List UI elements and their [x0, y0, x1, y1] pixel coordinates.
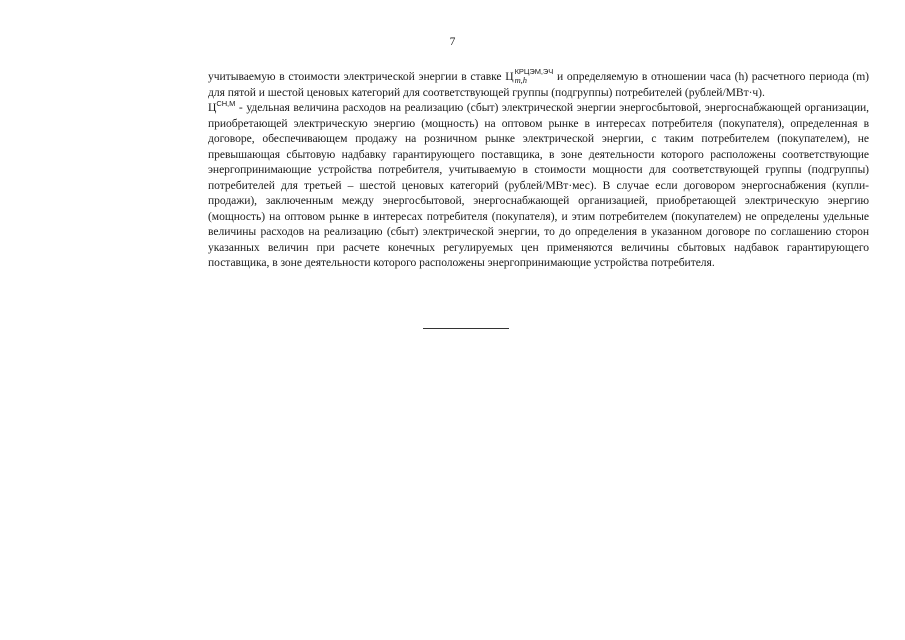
document-body	[208, 68, 869, 271]
page-number: 7	[449, 36, 456, 48]
paragraph-1-text-after: и определяемую в отношении часа (h) расчетного периода (m) для пятой и шестой ценовых категорий для соответствующей группы (подгруппы) потребителей (рублей/МВт·ч).	[208, 70, 869, 99]
paragraph-1-text-before: учитываемую в стоимости электрической энергии в ставке	[208, 70, 506, 83]
paragraph-2-text: - удельная величина расходов на реализацию (сбыт) электрической энергии энергосбытовой, энергоснабжающей организации, приобретающей электрическую энергию (мощность) на оптовом рынке в интересах потребителя (покупателя), определенная в договоре, обеспечивающем продажу на розничном рынке электрической энергии, с таким потребителем (покупателем), не превышающая сбытовую надбавку гарантирующего поставщика, в зоне деятельности которого расположены соответствующие энергопринимающие устройства потребителя, учитываемую в стоимости мощности для соответствующей группы (подгруппы) потребителей для третьей – шестой ценовых категорий (рублей/МВт·мес). В случае если договором энергоснабжения (купли-продажи), заключенным между энергосбытовой, энергоснабжающей организацией, приобретающей электрическую энергию (мощность) на оптовом рынке в интересах потребителя (покупателя), и этим потребителем (покупателем) не определены удельные величины расходов на реализацию (сбыт) электрической энергии, то до определения в указанном договоре по соглашению сторон указанных величин при расчете конечных регулируемых цен применяются величины сбытовых надбавок гарантирующего поставщика, в зоне деятельности которого расположены энергопринимающие устройства потребителя.	[208, 101, 869, 269]
formula-base-letter: Ц	[505, 70, 514, 83]
formula-superscript: КРЦЭМ,ЭЧ	[514, 67, 554, 76]
formula-symbol-krtsem	[505, 67, 554, 85]
formula-symbol-sn	[208, 101, 235, 114]
formula-indices	[515, 68, 554, 84]
paragraph-2	[208, 100, 869, 271]
formula-base-letter: Ц	[208, 101, 217, 114]
formula-subscript: m,h	[514, 75, 527, 85]
paragraph-1	[208, 68, 869, 100]
formula-superscript: СН,М	[216, 99, 236, 108]
end-of-text-divider	[423, 328, 509, 329]
